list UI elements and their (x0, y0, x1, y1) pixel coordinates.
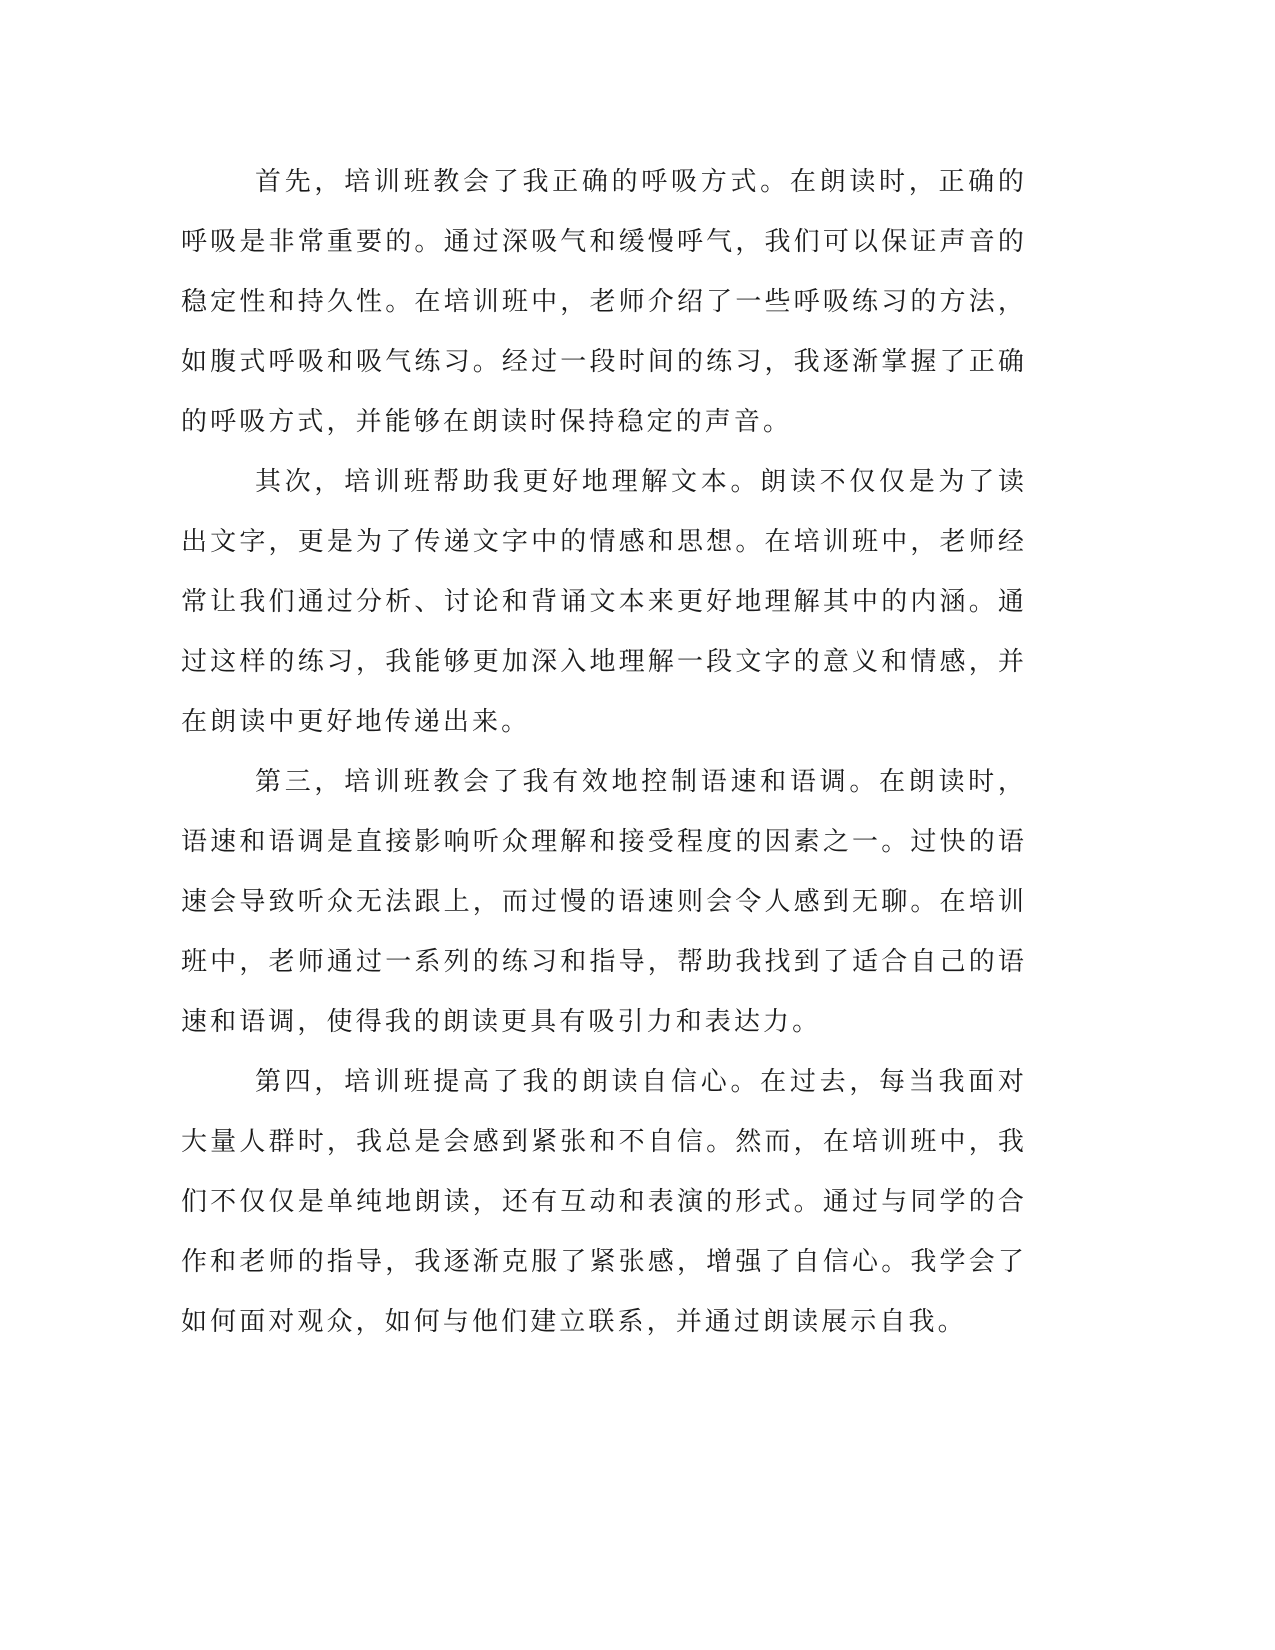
paragraph-confidence: 第四，培训班提高了我的朗读自信心。在过去，每当我面对大量人群时，我总是会感到紧张和不自信。然而，在培训班中，我们不仅仅是单纯地朗读，还有互动和表演的形式。通过与同学的合作和老师的指导，我逐渐克服了紧张感，增强了自信心。我学会了如何面对观众，如何与他们建立联系，并通过朗读展示自我。 (181, 1067, 1027, 1337)
paragraph-understanding-text: 其次，培训班帮助我更好地理解文本。朗读不仅仅是为了读出文字，更是为了传递文字中的情感和思想。在培训班中，老师经常让我们通过分析、讨论和背诵文本来更好地理解其中的内涵。通过这样的练习，我能够更加深入地理解一段文字的意义和情感，并在朗读中更好地传递出来。 (181, 467, 1027, 737)
paragraph-speed-and-tone: 第三，培训班教会了我有效地控制语速和语调。在朗读时，语速和语调是直接影响听众理解和接受程度的因素之一。过快的语速会导致听众无法跟上，而过慢的语速则会令人感到无聊。在培训班中，老师通过一系列的练习和指导，帮助我找到了适合自己的语速和语调，使得我的朗读更具有吸引力和表达力。 (181, 767, 1027, 1037)
document-body (181, 152, 1027, 1352)
paragraph-breathing: 首先，培训班教会了我正确的呼吸方式。在朗读时，正确的呼吸是非常重要的。通过深吸气和缓慢呼气，我们可以保证声音的稳定性和持久性。在培训班中，老师介绍了一些呼吸练习的方法，如腹式呼吸和吸气练习。经过一段时间的练习，我逐渐掌握了正确的呼吸方式，并能够在朗读时保持稳定的声音。 (181, 167, 1027, 437)
